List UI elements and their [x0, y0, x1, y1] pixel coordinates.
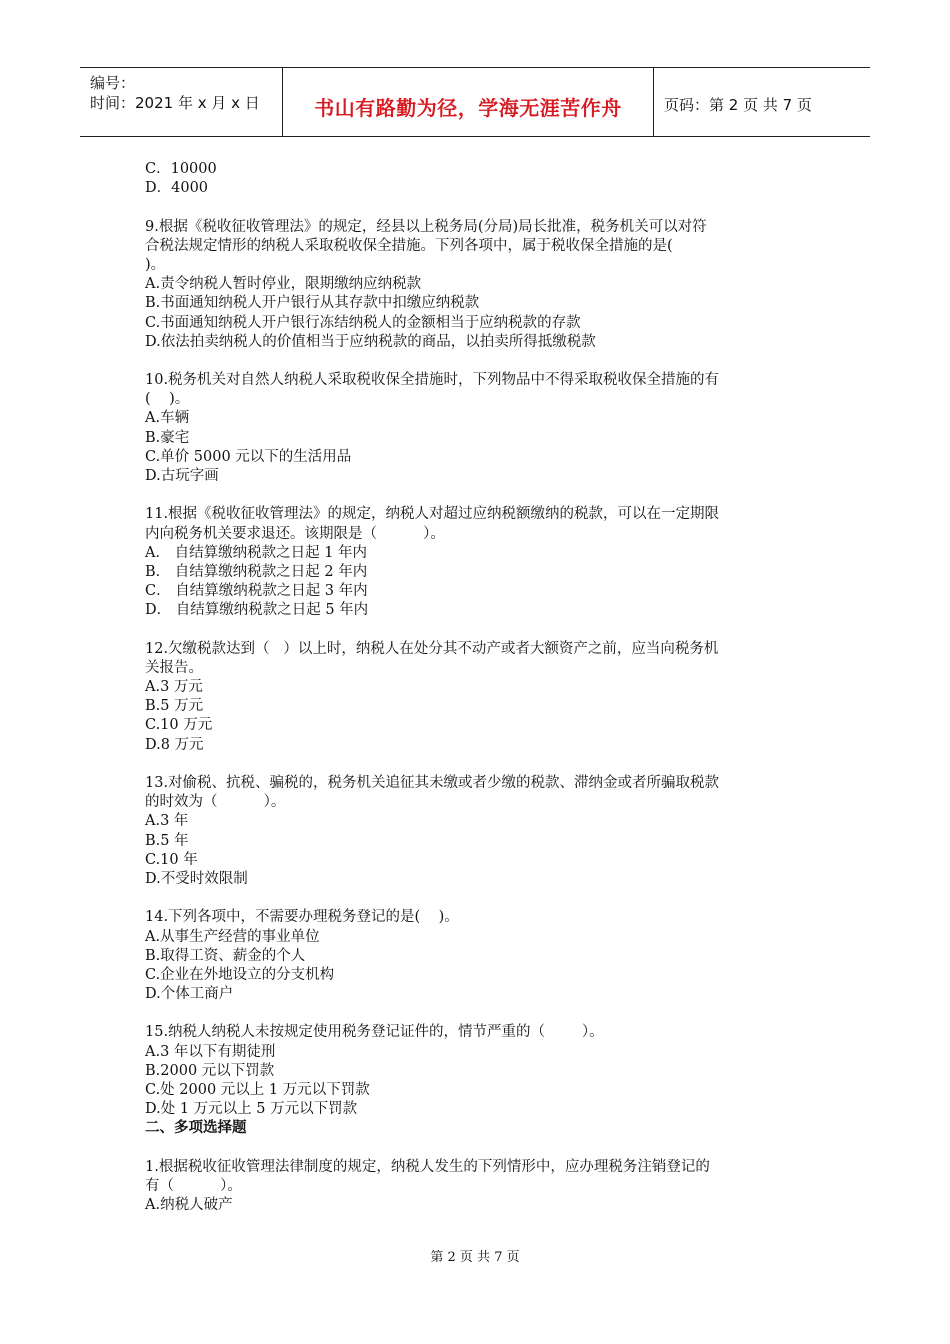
document-date: 时间：2021 年 x 月 x 日	[90, 94, 260, 112]
blank-line	[145, 352, 810, 371]
text-line: C.企业在外地设立的分支机构	[145, 966, 335, 983]
text-line: D.不受时效限制	[145, 870, 248, 887]
text-line: D.古玩字画	[145, 468, 219, 484]
text-line: )。	[145, 256, 166, 273]
text-line: 9.根据《税收征收管理法》的规定，经县以上税务局(分局)局长批准，税务机关可以对符	[145, 218, 707, 235]
blank-line	[145, 198, 810, 217]
text-line: C.处 2000 元以上 1 万元以下罚款	[145, 1082, 370, 1098]
text-line: 有（ ）。	[145, 1177, 242, 1194]
text-line: D．4000	[145, 180, 209, 197]
text-line: A.从事生产经营的事业单位	[145, 928, 320, 945]
text-line: 1.根据税收征收管理法律制度的规定，纳税人发生的下列情形中，应办理税务注销登记的	[145, 1158, 710, 1175]
text-line: D.依法拍卖纳税人的价值相当于应纳税款的商品，以拍卖所得抵缴税款	[145, 333, 596, 350]
text-line: A.3 年以下有期徒刑	[145, 1043, 276, 1060]
text-line: D.个体工商户	[145, 986, 234, 1003]
blank-line	[145, 1004, 810, 1023]
text-line: B.取得工资、薪金的个人	[145, 947, 306, 964]
text-line: A.车辆	[145, 410, 190, 427]
text-line: 14.下列各项中，不需要办理税务登记的是( )。	[145, 909, 459, 926]
text-line: A.3 年	[145, 813, 189, 830]
blank-line	[145, 755, 810, 774]
text-line: 13.对偷税、抗税、骗税的，税务机关追征其未缴或者少缴的税款、滞纳金或者所骗取税款	[145, 775, 720, 791]
text-line: B.2000 元以下罚款	[145, 1062, 275, 1079]
header-page-cell	[654, 68, 870, 136]
text-line: C.单价 5000 元以下的生活用品	[145, 448, 352, 465]
text-line: B.5 万元	[145, 698, 204, 715]
section-heading: 二、多项选择题	[145, 1120, 247, 1137]
text-line: ( )。	[145, 391, 190, 408]
text-line: 11.根据《税收征收管理法》的规定，纳税人对超过应纳税额缴纳的税款，可以在一定期限	[145, 506, 720, 523]
text-line: D.8 万元	[145, 736, 204, 753]
text-line: D． 自结算缴纳税款之日起 5 年内	[145, 602, 369, 619]
text-line: B.书面通知纳税人开户银行从其存款中扣缴应纳税款	[145, 295, 480, 312]
text-line: A.纳税人破产	[145, 1197, 233, 1214]
text-line: B.5 年	[145, 832, 189, 849]
text-line: B． 自结算缴纳税款之日起 2 年内	[145, 563, 368, 580]
text-line: A.3 万元	[145, 679, 203, 696]
page-footer: 第 2 页 共 7 页	[430, 1250, 520, 1265]
blank-line	[145, 889, 810, 908]
text-line: C.书面通知纳税人开户银行冻结纳税人的金额相当于应纳税款的存款	[145, 314, 581, 331]
text-line: 的时效为（ ）。	[145, 794, 286, 811]
header-motto-cell	[283, 68, 654, 136]
text-line: A． 自结算缴纳税款之日起 1 年内	[145, 544, 368, 561]
document-number-label: 编号：	[90, 74, 136, 92]
blank-line	[145, 1139, 810, 1158]
document-body	[145, 160, 810, 1215]
text-line: 10.税务机关对自然人纳税人采取税收保全措施时，下列物品中不得采取税收保全措施的有	[145, 372, 720, 389]
text-line: 内向税务机关要求退还。该期限是（ ）。	[145, 525, 445, 542]
text-line: 15.纳税人纳税人未按规定使用税务登记证件的，情节严重的（ ）。	[145, 1024, 604, 1041]
text-line: B.豪宅	[145, 429, 190, 446]
text-line: C． 自结算缴纳税款之日起 3 年内	[145, 583, 368, 600]
text-line: 12.欠缴税款达到（ ）以上时，纳税人在处分其不动产或者大额资产之前，应当向税务机	[145, 640, 719, 657]
text-line: 合税法规定情形的纳税人采取税收保全措施。下列各项中，属于税收保全措施的是(	[145, 237, 673, 254]
header-page-info: 页码：第 2 页 共 7 页	[664, 96, 812, 114]
page-header	[80, 67, 870, 137]
text-line: C.10 年	[145, 851, 198, 868]
text-line: C．10000	[145, 161, 217, 177]
text-line: 关报告。	[145, 659, 203, 676]
text-line: D.处 1 万元以上 5 万元以下罚款	[145, 1101, 358, 1118]
header-meta-cell	[80, 68, 283, 136]
blank-line	[145, 486, 810, 505]
blank-line	[145, 621, 810, 640]
text-line: C.10 万元	[145, 717, 213, 734]
header-motto: 书山有路勤为径，学海无涯苦作舟	[314, 96, 622, 120]
text-line: A.责令纳税人暂时停业，限期缴纳应纳税款	[145, 276, 422, 293]
